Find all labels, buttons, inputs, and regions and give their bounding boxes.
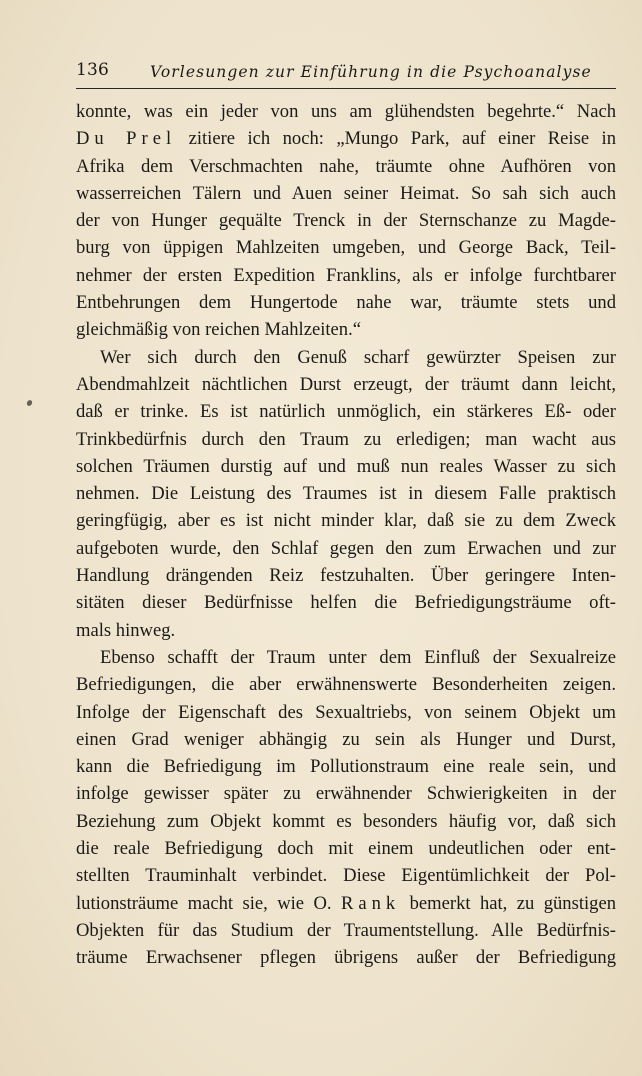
text-line [76,835,616,862]
body-text [76,98,616,972]
text-segment: konnte, was ein jeder von uns am glühendsten begehrte.“ Nach [76,101,616,122]
spaced-name: Rank [340,892,401,914]
text-line [76,726,616,753]
text-line [76,808,616,835]
text-segment: Befriedigungen, die aber erwähnenswerte Besonderheiten zeigen. [76,674,616,696]
stray-mark [26,399,33,407]
text-line [76,125,616,152]
text-line [76,944,616,971]
text-segment: wasserreichen Tälern und Auen seiner Heimat. So sah sich auch [76,182,616,204]
text-line [76,234,616,261]
text-segment: burg von üppigen Mahlzeiten umgeben, und George Back, Teil- [76,237,616,259]
text-line [76,890,616,917]
text-segment: Handlung drängenden Reiz festzuhalten. Über geringere Inten- [76,565,616,587]
text-line [76,153,616,180]
text-line [76,371,616,398]
text-line [76,453,616,480]
text-line [76,207,616,234]
text-segment: kann die Befriedigung im Pollutionstraum eine reale sein, und [76,756,616,778]
text-line [76,480,616,507]
text-segment: infolge gewisser später zu erwähnender Schwierigkeiten in der [76,783,616,805]
text-segment: daß er trinke. Es ist natürlich unmöglich, ein stärkeres Eß- oder [76,401,616,423]
text-line [76,671,616,698]
text-line [76,862,616,889]
text-line [76,98,616,125]
text-segment: der von Hunger gequälte Trenck in der Sternschanze zu Magde- [76,210,616,232]
text-line [76,289,616,316]
text-segment: Wer sich durch den Genuß scharf gewürzter Speisen zur [100,346,616,368]
text-segment: Beziehung zum Objekt kommt es besonders häufig vor, daß sich [76,810,616,832]
text-segment: sitäten dieser Bedürfnisse helfen die Befriedigungsträume oft- [76,592,616,614]
text-segment: zitiere ich noch: „Mungo Park, auf einer Reise in [176,128,616,150]
text-line [76,644,616,671]
text-segment: nehmen. Die Leistung des Traumes ist in diesem Falle praktisch [76,483,616,505]
text-segment: aufgeboten wurde, den Schlaf gegen den zum Erwachen und zur [76,537,616,559]
text-segment: Entbehrungen dem Hungertode nahe war, träumte stets und [76,292,616,314]
text-line [76,699,616,726]
book-page [76,54,616,1054]
text-segment: Afrika dem Verschmachten nahe, träumte ohne Aufhören von [76,155,616,177]
text-segment: Infolge der Eigenschaft des Sexualtriebs, von seinem Objekt um [76,701,616,723]
text-segment: träume Erwachsener pflegen übrigens außer der Befriedigung [76,947,616,969]
running-title: Vorlesungen zur Einführung in die Psychoanalyse [150,63,592,81]
text-line [76,398,616,425]
text-line [76,780,616,807]
text-line [76,180,616,207]
text-line [76,753,616,780]
text-line [76,507,616,534]
page-header [76,54,616,89]
text-line [76,316,616,343]
text-segment: Abendmahlzeit nächtlichen Durst erzeugt, der träumt dann leicht, [76,373,616,395]
text-segment: solchen Träumen durstig auf und muß nun reales Wasser zu sich [76,455,616,477]
text-segment: gleichmäßig von reichen Mahlzeiten.“ [76,319,361,341]
text-line [76,562,616,589]
text-segment: Objekten für das Studium der Traumentstellung. Alle Bedürfnis- [76,919,616,941]
text-segment: bemerkt hat, zu günstigen [400,892,616,914]
text-segment: nehmer der ersten Expedition Franklins, als er infolge furchtbarer [76,264,616,286]
text-line [76,535,616,562]
text-line [76,426,616,453]
text-line [76,262,616,289]
text-segment: Ebenso schafft der Traum unter dem Einfluß der Sexualreize [100,646,616,668]
text-segment: stellten Trauminhalt verbindet. Diese Eigentümlichkeit der Pol- [76,865,616,887]
text-segment: die reale Befriedigung doch mit einem undeutlichen oder ent- [76,838,616,860]
text-segment: Trinkbedürfnis durch den Traum zu erledigen; man wacht aus [76,428,616,450]
text-segment: lutionsträume macht sie, wie O. [76,892,341,914]
text-line [76,917,616,944]
text-segment: geringfügig, aber es ist nicht minder klar, daß sie zu dem Zweck [76,510,616,532]
text-segment: mals hinweg. [76,619,176,641]
spaced-name: Du Prel [76,128,177,150]
text-line [76,589,616,616]
page-number: 136 [76,60,110,80]
text-line [76,344,616,371]
text-line [76,617,616,644]
text-segment: einen Grad weniger abhängig zu sein als Hunger und Durst, [76,728,616,750]
